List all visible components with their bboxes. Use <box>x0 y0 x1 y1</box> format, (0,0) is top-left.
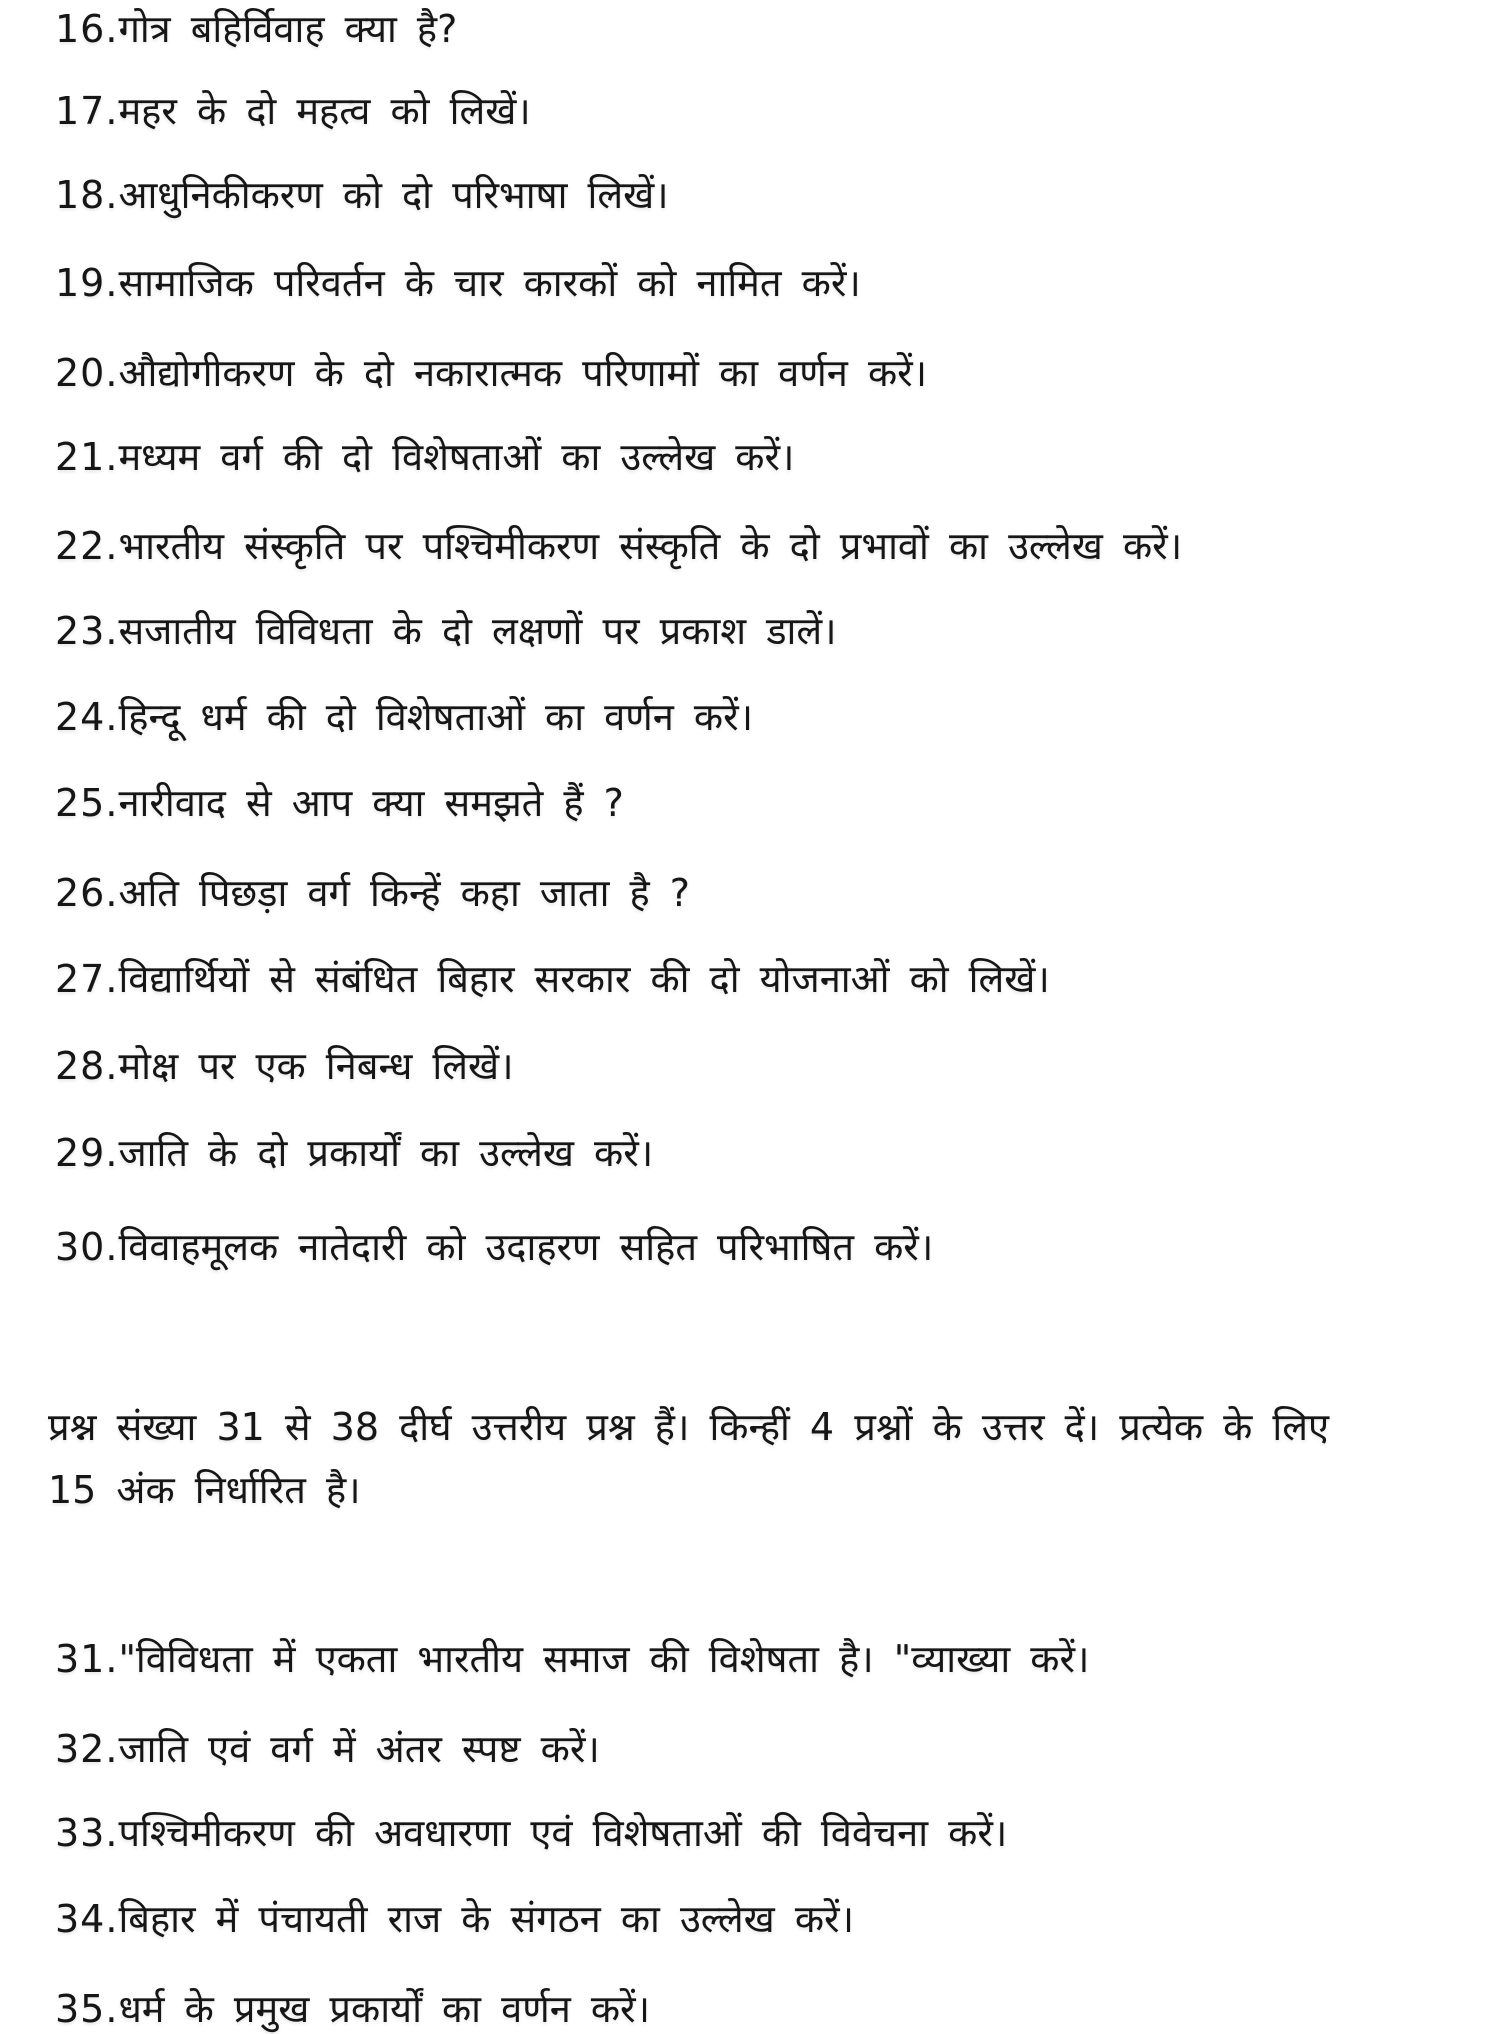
question-16-text: गोत्र बहिर्विवाह क्या है? <box>118 7 458 51</box>
question-35 <box>55 1986 1475 2034</box>
question-32-text: जाति एवं वर्ग में अंतर स्पष्ट करें। <box>118 1727 600 1771</box>
question-25-number: 25. <box>55 781 119 825</box>
question-35-text: धर्म के प्रमुख प्रकार्यों का वर्णन करें। <box>118 1987 650 2031</box>
question-19 <box>55 260 1475 308</box>
question-16-number: 16. <box>55 7 119 51</box>
question-33-number: 33. <box>55 1811 119 1855</box>
question-34-number: 34. <box>55 1897 119 1941</box>
instruction-line-1: प्रश्न संख्या 31 से 38 दीर्घ उत्तरीय प्रश्न हैं। किन्हीं 4 प्रश्नों के उत्तर दें। प्रत्येक के लिए <box>48 1405 1330 1449</box>
question-33 <box>55 1810 1475 1858</box>
question-24-number: 24. <box>55 695 119 739</box>
question-25 <box>55 780 1475 828</box>
question-27-text: विद्यार्थियों से संबंधित बिहार सरकार की दो योजनाओं को लिखें। <box>118 957 1050 1001</box>
long-answer-section-instruction <box>48 1396 1475 1522</box>
question-24 <box>55 694 1475 742</box>
question-22-text: भारतीय संस्कृति पर पश्चिमीकरण संस्कृति के दो प्रभावों का उल्लेख करें। <box>118 524 1183 568</box>
question-18-number: 18. <box>55 173 119 217</box>
question-17-number: 17. <box>55 89 119 133</box>
question-18 <box>55 172 1475 220</box>
question-22-number: 22. <box>55 524 119 568</box>
question-20-text: औद्योगीकरण के दो नकारात्मक परिणामों का वर्णन करें। <box>118 351 928 395</box>
question-34-text: बिहार में पंचायती राज के संगठन का उल्लेख करें। <box>118 1897 854 1941</box>
question-31-number: 31. <box>55 1637 119 1681</box>
question-16 <box>55 6 1475 54</box>
question-21-text: मध्यम वर्ग की दो विशेषताओं का उल्लेख करें। <box>118 435 795 479</box>
question-32 <box>55 1726 1475 1774</box>
question-30-number: 30. <box>55 1225 119 1269</box>
question-34 <box>55 1896 1475 1944</box>
instruction-line-2: 15 अंक निर्धारित है। <box>48 1468 361 1512</box>
question-23 <box>55 608 1475 656</box>
question-33-text: पश्चिमीकरण की अवधारणा एवं विशेषताओं की विवेचना करें। <box>118 1811 1008 1855</box>
question-21-number: 21. <box>55 435 119 479</box>
question-23-text: सजातीय विविधता के दो लक्षणों पर प्रकाश डालें। <box>118 609 837 653</box>
question-19-number: 19. <box>55 261 119 305</box>
question-18-text: आधुनिकीकरण को दो परिभाषा लिखें। <box>118 173 669 217</box>
question-23-number: 23. <box>55 609 119 653</box>
question-26-number: 26. <box>55 871 119 915</box>
question-26-text: अति पिछड़ा वर्ग किन्हें कहा जाता है ? <box>118 871 690 915</box>
question-19-text: सामाजिक परिवर्तन के चार कारकों को नामित करें। <box>118 261 861 305</box>
question-20 <box>55 350 1475 398</box>
question-30-text: विवाहमूलक नातेदारी को उदाहरण सहित परिभाषित करें। <box>118 1225 934 1269</box>
question-26 <box>55 870 1475 918</box>
question-20-number: 20. <box>55 351 119 395</box>
question-32-number: 32. <box>55 1727 119 1771</box>
question-28-number: 28. <box>55 1044 119 1088</box>
question-27 <box>55 956 1475 1004</box>
question-24-text: हिन्दू धर्म की दो विशेषताओं का वर्णन करें। <box>118 695 754 739</box>
question-25-text: नारीवाद से आप क्या समझते हैं ? <box>118 781 624 825</box>
question-29 <box>55 1130 1475 1178</box>
question-22 <box>55 523 1475 571</box>
question-29-text: जाति के दो प्रकार्यों का उल्लेख करें। <box>118 1131 654 1175</box>
question-31-text: "विविधता में एकता भारतीय समाज की विशेषता है। "व्याख्या करें। <box>118 1637 1090 1681</box>
question-17-text: महर के दो महत्व को लिखें। <box>118 89 531 133</box>
question-29-number: 29. <box>55 1131 119 1175</box>
question-35-number: 35. <box>55 1987 119 2031</box>
question-17 <box>55 88 1475 136</box>
question-31 <box>55 1636 1475 1684</box>
question-21 <box>55 434 1475 482</box>
question-27-number: 27. <box>55 957 119 1001</box>
question-28-text: मोक्ष पर एक निबन्ध लिखें। <box>118 1044 514 1088</box>
question-30 <box>55 1224 1475 1272</box>
question-28 <box>55 1043 1475 1091</box>
